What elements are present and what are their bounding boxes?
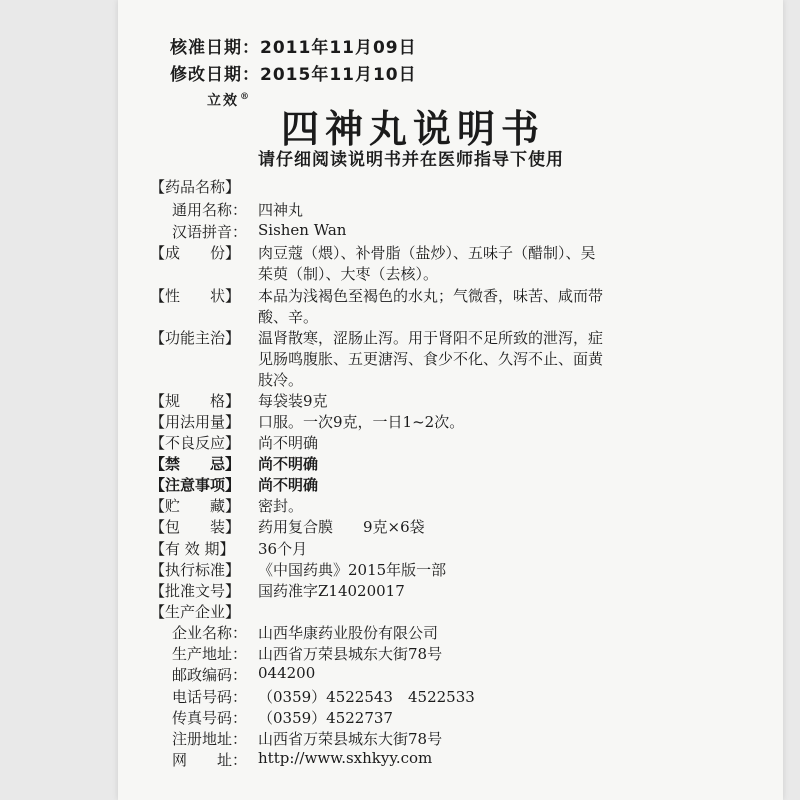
postcode-label: 邮政编码：: [172, 666, 248, 684]
drug-name-heading: 【药品名称】: [150, 178, 241, 196]
indications-line-1: 温肾散寒，涩肠止泻。用于肾阳不足所致的泄泻，症: [258, 329, 604, 347]
fax-value: （0359）4522737: [258, 709, 393, 727]
approval-number-value: 国药准字Z14020017: [258, 582, 405, 600]
ingredients-label: 【成 份】: [150, 244, 241, 262]
character-line-1: 本品为浅褐色至褐色的水丸；气微香，味苦、咸而带: [258, 287, 604, 305]
company-name-label: 企业名称：: [172, 624, 248, 642]
contraindications-label: 【禁 忌】: [150, 455, 241, 473]
website-link[interactable]: http://www.sxhkyy.com: [258, 749, 433, 767]
precautions-value: 尚不明确: [258, 476, 319, 494]
storage-label: 【贮 藏】: [150, 497, 241, 515]
approval-number-label: 【批准文号】: [150, 582, 241, 600]
ingredients-line-1: 肉豆蔻（煨）、补骨脂（盐炒）、五味子（醋制）、吴: [258, 244, 596, 262]
fax-label: 传真号码：: [172, 709, 248, 727]
postcode-value: 044200: [258, 664, 316, 682]
registered-address-value: 山西省万荣县城东大街78号: [258, 730, 443, 748]
phone-label: 电话号码：: [172, 688, 248, 706]
usage-label: 【用法用量】: [150, 413, 241, 431]
registered-address-label: 注册地址：: [172, 730, 248, 748]
usage-value: 口服。一次9克，一日1~2次。: [258, 413, 465, 431]
brand-logo: [207, 90, 251, 110]
contraindications-value: 尚不明确: [258, 455, 319, 473]
registered-mark: ®: [240, 92, 251, 103]
spec-label: 【规 格】: [150, 392, 241, 410]
generic-name-label: 通用名称：: [172, 201, 248, 219]
pinyin-value: Sishen Wan: [258, 221, 347, 239]
character-line-2: 酸、辛。: [258, 308, 319, 326]
indications-line-3: 肢冷。: [258, 371, 304, 389]
package-value: 药用复合膜 9克×6袋: [258, 518, 425, 536]
revision-date: 修改日期：2015年11月10日: [170, 65, 417, 85]
company-name-value: 山西华康药业股份有限公司: [258, 624, 439, 642]
pinyin-label: 汉语拼音：: [172, 223, 248, 241]
generic-name-value: 四神丸: [258, 201, 304, 219]
validity-label: 【有 效 期】: [150, 540, 235, 558]
approval-date: 核准日期：2011年11月09日: [170, 38, 417, 58]
validity-value: 36个月: [258, 540, 308, 558]
spec-value: 每袋装9克: [258, 392, 328, 410]
standard-value: 《中国药典》2015年版一部: [258, 561, 447, 579]
indications-line-2: 见肠鸣腹胀、五更溏泻、食少不化、久泻不止、面黄: [258, 350, 604, 368]
website-label: 网 址：: [172, 751, 248, 769]
adverse-label: 【不良反应】: [150, 434, 241, 452]
standard-label: 【执行标准】: [150, 561, 241, 579]
phone-value: （0359）4522543 4522533: [258, 688, 475, 706]
indications-label: 【功能主治】: [150, 329, 241, 347]
storage-value: 密封。: [258, 497, 304, 515]
page-title: 四神丸说明书: [281, 107, 546, 151]
production-address-label: 生产地址：: [172, 645, 248, 663]
precautions-label: 【注意事项】: [150, 476, 241, 494]
adverse-value: 尚不明确: [258, 434, 319, 452]
character-label: 【性 状】: [150, 287, 241, 305]
package-label: 【包 装】: [150, 518, 241, 536]
ingredients-line-2: 茱萸（制）、大枣（去核）。: [258, 265, 439, 283]
brand-name: 立效: [207, 93, 239, 109]
production-address-value: 山西省万荣县城东大街78号: [258, 645, 443, 663]
page-subtitle: 请仔细阅读说明书并在医师指导下使用: [258, 150, 564, 170]
manufacturer-heading: 【生产企业】: [150, 603, 241, 621]
